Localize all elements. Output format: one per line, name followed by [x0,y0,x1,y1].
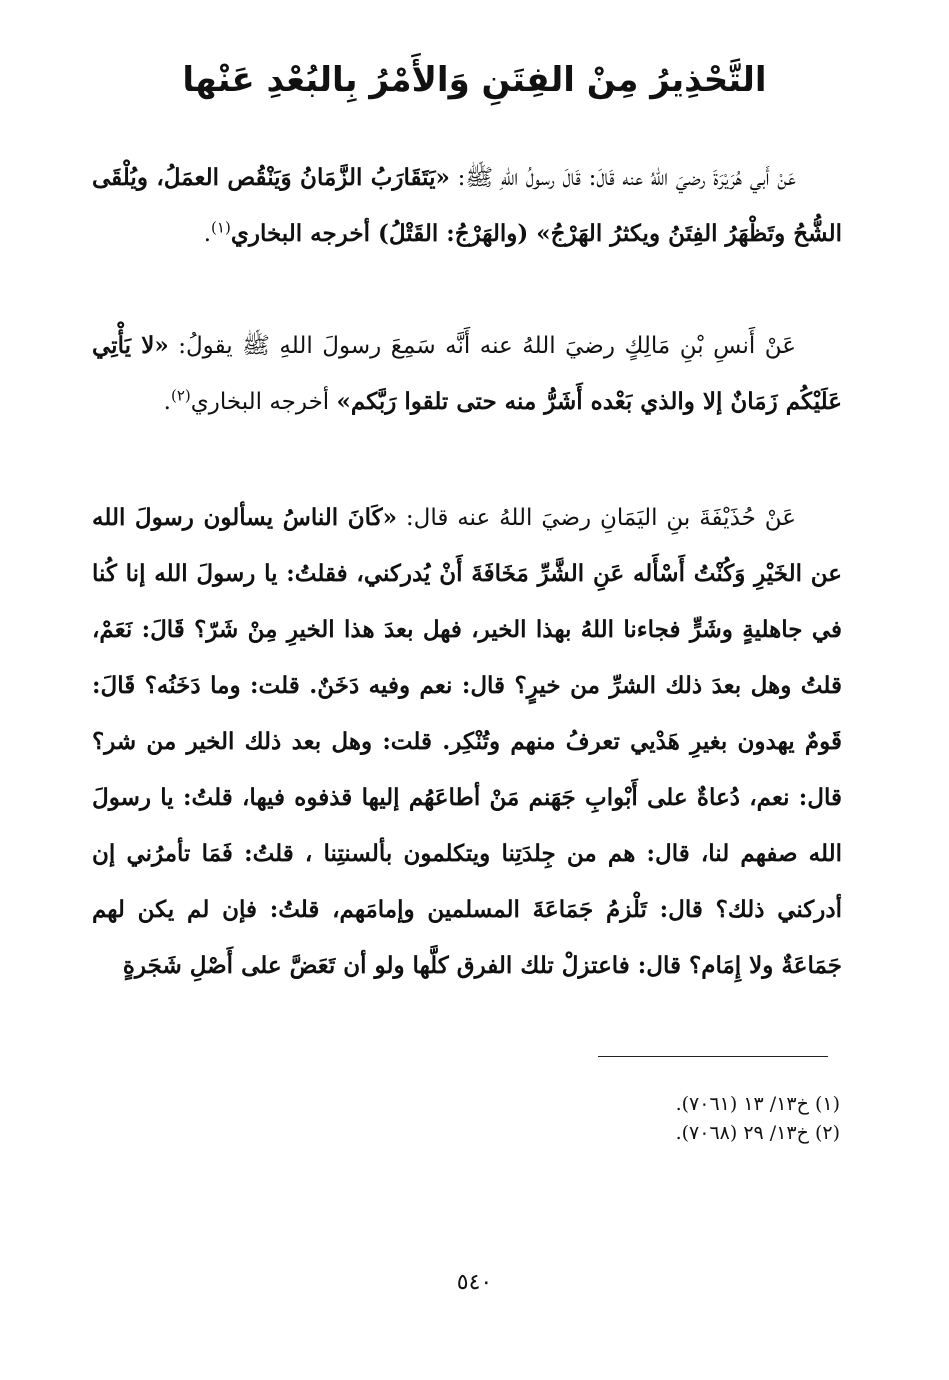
hadith-paragraph-1 [92,150,842,262]
footnote-number: (٢) [814,1122,840,1144]
paragraph-intro: عَنْ أَنسِ بْنِ مَالِكٍ رضيَ اللهُ عنه أَنَّه سَمِعَ رسولَ اللهِ ﷺ يقولُ: [168,333,797,359]
footnote-number: (١) [814,1093,840,1115]
chapter-title: التَّحْذِيرُ مِنْ الفِتَنِ وَالأَمْرُ بِالبُعْدِ عَنْها [182,60,767,100]
hadith-text: «كَانَ الناسُ يسألون رسولَ الله عن الخَيْرِ وَكُنْتُ أَسْأَله عَنِ الشَّرِّ مَخَافَةَ أَنْ يُدركني، فقلتُ: يا رسولَ الله إنا كُنا في جاهليةٍ وشَرٍّ فجاءنا اللهُ بهذا الخير، فهل بعدَ هذا الخيرِ مِنْ شَرّ؟ قَالَ: نَعَمْ، قلتُ وهل بعدَ ذلك الشرِّ من خيرٍ؟ قال: نعم وفيه دَخَنٌ. قلت: وما دَخَنُه؟ قَالَ: قَومٌ يهدون بغيرِ هَدْيي تعرفُ منهم وتُنْكِر. قلت: وهل بعد ذلك الخير من شر؟ قال: نعم، دُعاةٌ على أَبْوابِ جَهَنم مَنْ أطاعَهُم إليها قذفوه فيها، قلتُ: يا رسولَ الله صفهم لنا، قال: هم من جِلدَتِنا ويتكلمون بألسنتِنا ، قلتُ: فَمَا تأمرُني إن أدركني ذلك؟ قال: تَلْزمُ جَمَاعَةَ المسلمين وإمامَهم، قلتُ: فإن لم يكن لهم جَمَاعَةٌ ولا إِمَام؟ قال: فاعتزلْ تلك الفرق كلَّها ولو أن تَعَضَّ على أَصْلِ شَجَرةٍ [92,504,842,979]
paragraph-end: . [163,389,171,415]
page-number: ٥٤٠ [456,1270,493,1295]
hadith-paragraph-2 [92,318,842,430]
footnotes [480,1090,840,1148]
footnote-2 [480,1119,840,1148]
footnote-text: خ١٣/ ٢٩ (٧٠٦٨). [675,1122,809,1144]
hadith-gloss: أخرجه البخاري [190,389,337,415]
hadith-gloss: (والهَرْجُ: القَتْلُ) أخرجه البخاري [230,220,537,247]
paragraph-end: . [203,221,212,247]
footnote-ref-1: (١) [211,218,231,237]
paragraph-intro: عَنْ أَبي هُرَيْرَةَ رضيَ اللهُ عنه قَالَ: قَالَ رسولُ اللهِ ﷺ: [449,165,796,191]
footnote-divider [598,1056,828,1057]
paragraph-intro: عَنْ حُذَيْفَةَ بنِ اليَمَانِ رضيَ اللهُ عنه قال: [396,505,796,531]
footnote-text: خ١٣/ ١٣ (٧٠٦١). [675,1093,809,1115]
hadith-paragraph-3 [92,490,842,994]
footnote-1 [480,1090,840,1119]
hadith-text: «يَتَقَارَبُ الزَّمَانُ وَيَنْقُص العمَلُ، ويُلْقَى الشُّحُ وتَظْهَرُ الفِتَنُ ويكثرُ الهَرْجُ» [92,164,842,247]
hadith-text: «لا يَأْتِي عَلَيْكُم زَمَانٌ إلا والذي بَعْده أَشَرُّ منه حتى تلقوا رَبَّكم» [92,332,842,415]
footnote-ref-2: (٢) [170,386,191,405]
